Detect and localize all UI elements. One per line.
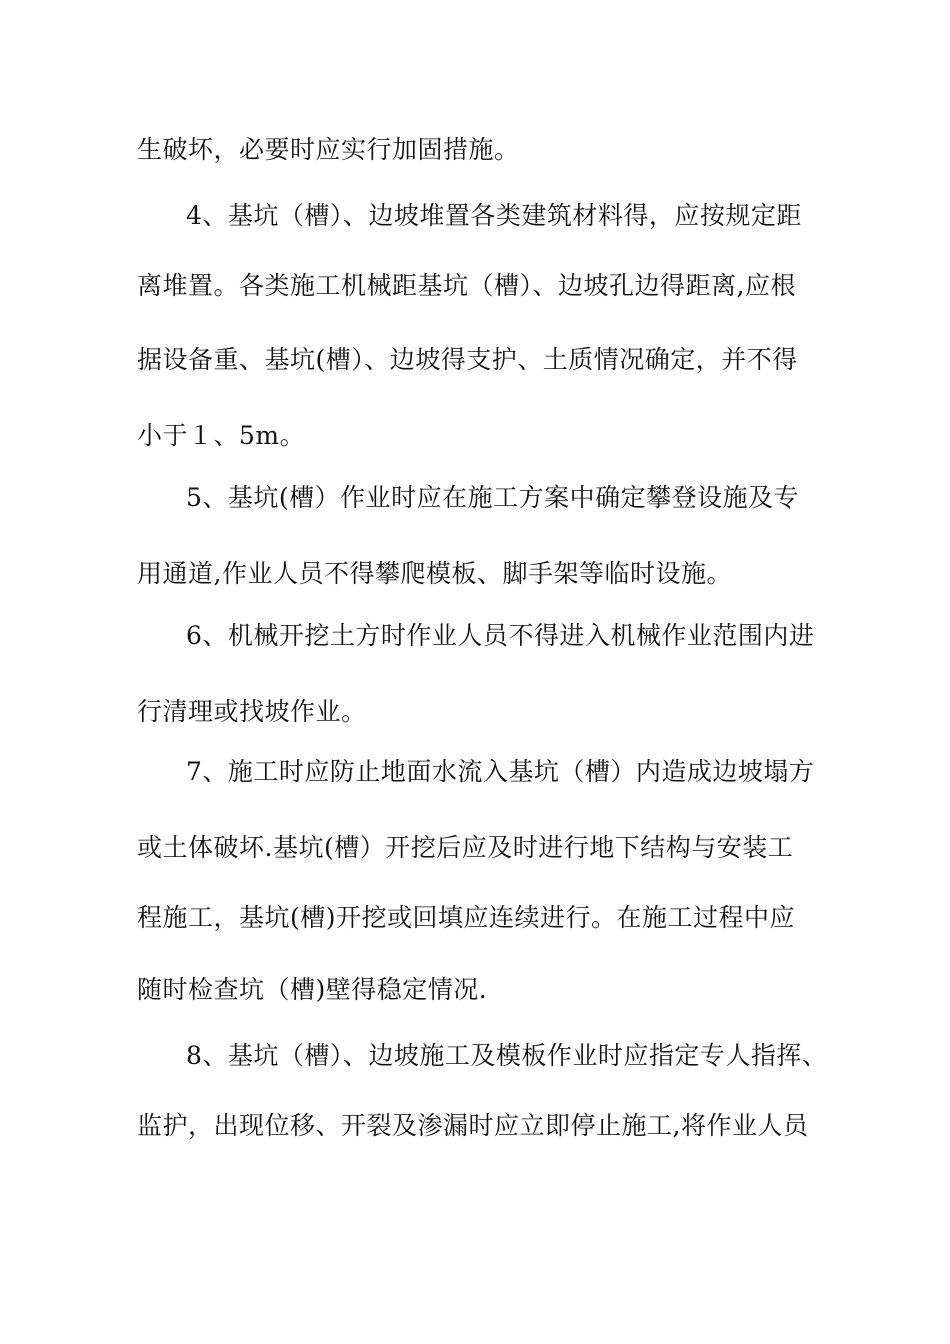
text-line-9: 行清理或找坡作业。 bbox=[137, 697, 367, 726]
text-line-10: 7、施工时应防止地面水流入基坑（槽）内造成边坡塌方 bbox=[186, 757, 815, 786]
text-line-8: 6、机械开挖土方时作业人员不得进入机械作业范围内进 bbox=[186, 621, 815, 650]
text-line-6: 5、基坑(槽）作业时应在施工方案中确定攀登设施及专 bbox=[186, 483, 800, 512]
text-line-7: 用通道,作业人员不得攀爬模板、脚手架等临时设施。 bbox=[137, 559, 732, 588]
text-line-2: 4、基坑（槽）、边坡堆置各类建筑材料得，应按规定距 bbox=[186, 201, 802, 230]
text-line-4: 据设备重、基坑(槽）、边坡得支护、土质情况确定，并不得 bbox=[137, 345, 798, 374]
text-line-11: 或土体破坏.基坑(槽）开挖后应及时进行地下结构与安装工 bbox=[137, 833, 794, 862]
text-line-5: 小于１、5m。 bbox=[137, 421, 306, 450]
text-line-13: 随时检查坑（槽)壁得稳定情况. bbox=[137, 975, 488, 1004]
text-line-3: 离堆置。各类施工机械距基坑（槽）、边坡孔边得距离,应根 bbox=[137, 271, 796, 300]
text-line-15: 监护，出现位移、开裂及渗漏时应立即停止施工,将作业人员 bbox=[137, 1111, 809, 1140]
text-line-1: 生破坏，必要时应实行加固措施。 bbox=[137, 135, 520, 164]
text-line-12: 程施工，基坑(槽)开挖或回填应连续进行。在施工过程中应 bbox=[137, 903, 796, 932]
text-line-14: 8、基坑（槽）、边坡施工及模板作业时应指定专人指挥、 bbox=[186, 1041, 828, 1070]
